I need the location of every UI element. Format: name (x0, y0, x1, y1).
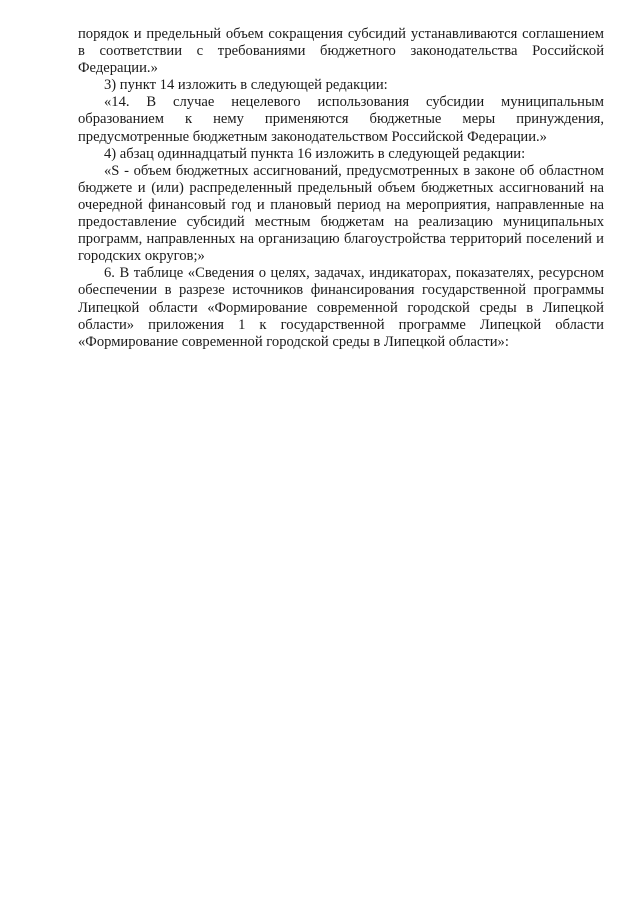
paragraph-item-4: 4) абзац одиннадцатый пункта 16 изложить в следующей редакции: (104, 145, 526, 162)
document-page (78, 26, 604, 351)
paragraph-clause-14: «14. В случае нецелевого использования субсидии муниципальным образованием к нему применяются бюджетные меры принуждения, предусмотренные бюджетным законодательством Российской Федерации.» (78, 94, 604, 145)
paragraph-item-6: 6. В таблице «Сведения о целях, задачах, индикаторах, показателях, ресурсном обеспечении в разрезе источников финансирования государственной программы Липецкой области «Формирование современной городской среды в Липецкой области» приложения 1 к государственной программе Липецкой области «Формирование современной городской среды в Липецкой области»: (78, 265, 604, 350)
paragraph-item-3: 3) пункт 14 изложить в следующей редакции: (104, 77, 388, 94)
paragraph-subsidy-reduction: порядок и предельный объем сокращения субсидий устанавливаются соглашением в соответствии с требованиями бюджетного законодательства Российской Федерации.» (78, 26, 604, 77)
paragraph-s-definition: «S - объем бюджетных ассигнований, предусмотренных в законе об областном бюджете и (или) распределенный предельный объем бюджетных ассигнований на очередной финансовый год и плановый период на мероприятия, направленные на предоставление субсидий местным бюджетам на реализацию муниципальных программ, направленных на организацию благоустройства территорий поселений и городских округов;» (78, 162, 604, 265)
